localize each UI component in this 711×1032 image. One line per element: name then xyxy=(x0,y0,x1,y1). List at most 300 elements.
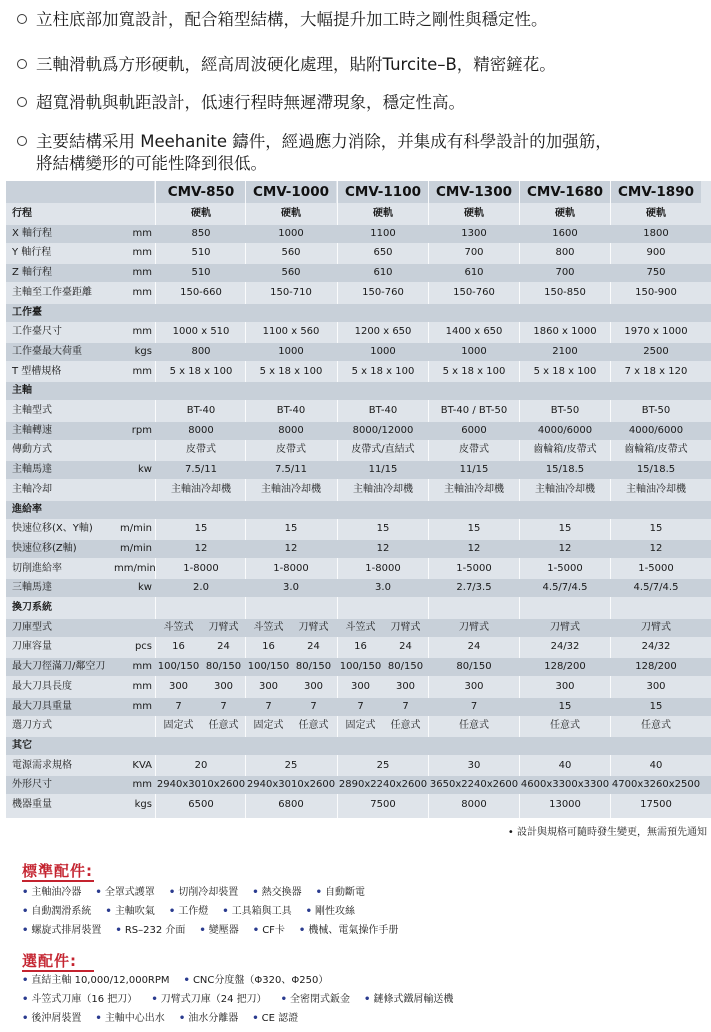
spec-cell: 硬軌 xyxy=(555,208,575,219)
spec-cell: 1-5000 xyxy=(638,562,674,574)
spec-cell: 15 xyxy=(194,523,208,535)
spec-cell: 24 xyxy=(467,641,481,653)
row-unit: mm xyxy=(132,227,152,239)
spec-row xyxy=(6,776,711,794)
spec-cell: 1000 xyxy=(278,345,304,357)
spec-cell: 15 xyxy=(649,523,663,535)
spec-cell: 7 xyxy=(310,700,317,712)
spec-row xyxy=(6,757,711,775)
feature-text: 超寬滑軌與軌距設計，低速行程時無遲滯現象，穩定性高。 xyxy=(36,93,465,112)
spec-cell: 6500 xyxy=(188,799,214,810)
spec-cell: 1-5000 xyxy=(456,562,492,574)
spec-cell: 6800 xyxy=(278,799,304,810)
spec-cell: 610 xyxy=(464,267,484,279)
spec-cell: 12 xyxy=(649,542,663,554)
spec-row xyxy=(6,481,711,499)
spec-cell: 15 xyxy=(649,700,663,712)
spec-row xyxy=(6,658,711,676)
spec-cell: 固定式 xyxy=(345,720,376,732)
accessory-item: • 工具箱與工具 xyxy=(222,906,292,917)
spec-row xyxy=(6,678,711,696)
row-label: 工作臺尺寸 xyxy=(12,326,62,338)
accessory-item: • 剛性攻絲 xyxy=(305,906,356,917)
spec-cell: 12 xyxy=(467,542,481,554)
spec-cell: 7 xyxy=(470,700,478,712)
row-unit: mm xyxy=(132,267,152,279)
row-unit: mm/min xyxy=(114,562,156,574)
disclaimer-note: • 設計與規格可隨時發生變更，無需預先通知 xyxy=(507,827,707,838)
spec-row xyxy=(6,619,711,637)
spec-row xyxy=(6,461,711,479)
spec-cell: 4700x3260x2500 xyxy=(611,779,701,791)
row-unit: kgs xyxy=(134,345,152,357)
model-header: CMV-1100 xyxy=(338,181,428,203)
spec-cell: 300 xyxy=(555,680,575,692)
row-label: 主軸至工作臺距離 xyxy=(12,286,92,298)
feature-item xyxy=(17,131,612,175)
accessory-line xyxy=(22,884,379,901)
bullet-icon: • xyxy=(105,906,112,917)
row-unit: kw xyxy=(138,582,152,594)
bullet-icon: • xyxy=(183,975,190,986)
spec-row xyxy=(6,422,711,440)
spec-cell: 150-850 xyxy=(544,286,586,298)
spec-cell: 150-660 xyxy=(180,286,222,298)
bullet-icon: • xyxy=(364,994,371,1005)
spec-cell: 1970 x 1000 xyxy=(624,326,688,338)
spec-cell: 1000 xyxy=(461,345,487,357)
accessory-item: • 主軸吹氣 xyxy=(105,906,155,917)
accessory-item: • 直結主軸 10,000/12,000RPM xyxy=(22,975,170,986)
spec-cell: 12 xyxy=(194,542,208,554)
spec-cell: 25 xyxy=(284,759,298,771)
spec-cell: 1100 x 560 xyxy=(262,326,320,338)
spec-cell: 1000 xyxy=(370,345,396,357)
spec-cell: 150-900 xyxy=(635,286,677,298)
row-label: T 型槽規格 xyxy=(12,365,62,377)
bullet-icon: • xyxy=(22,994,29,1005)
spec-cell: 刀臂式 xyxy=(298,621,329,633)
spec-cell: 300 xyxy=(258,680,279,692)
spec-row xyxy=(6,717,711,735)
accessory-item: • RS–232 介面 xyxy=(115,925,186,936)
spec-cell: 1800 xyxy=(643,227,669,239)
spec-cell: 7 xyxy=(357,700,364,712)
accessory-item: • 熱交換器 xyxy=(252,887,302,898)
spec-cell: 12 xyxy=(558,542,572,554)
accessory-item: • 主軸中心出水 xyxy=(95,1013,165,1024)
spec-cell: 13000 xyxy=(549,799,581,810)
bullet-icon xyxy=(17,59,27,69)
row-label: Z 軸行程 xyxy=(12,267,53,279)
bullet-icon: • xyxy=(22,925,29,936)
spec-cell: 主軸油冷却機 xyxy=(444,483,504,495)
spec-cell: 固定式 xyxy=(163,720,194,732)
spec-cell: 4000/6000 xyxy=(537,424,593,436)
row-unit: mm xyxy=(132,247,152,259)
spec-cell: 主軸油冷却機 xyxy=(261,483,321,495)
accessory-item: • CNC分度盤（Φ320、Φ250） xyxy=(183,975,329,986)
spec-cell: 皮帶式 xyxy=(186,444,216,456)
spec-cell: 任意式 xyxy=(641,720,671,732)
spec-cell: 900 xyxy=(646,247,666,259)
spec-cell: 4.5/7/4.5 xyxy=(542,582,588,594)
spec-cell: 5 x 18 x 100 xyxy=(442,365,506,377)
spec-cell: 齒輪箱/皮帶式 xyxy=(533,444,597,456)
spec-cell: BT-40 xyxy=(276,405,306,416)
spec-cell: 1400 x 650 xyxy=(445,326,503,338)
spec-cell: 510 xyxy=(191,247,211,259)
spec-cell: 皮帶式 xyxy=(276,444,306,456)
spec-cell: 5 x 18 x 100 xyxy=(533,365,597,377)
row-label: 工作臺最大荷重 xyxy=(12,345,82,357)
bullet-icon: • xyxy=(22,887,29,898)
spec-cell: 2890x2240x2600 xyxy=(338,779,428,791)
spec-cell: 3.0 xyxy=(375,582,391,594)
spec-cell: 3650x2240x2600 xyxy=(429,779,519,791)
spec-cell: 7 xyxy=(265,700,272,712)
spec-cell: 硬軌 xyxy=(464,208,484,219)
row-unit: pcs xyxy=(134,641,152,653)
spec-cell: 560 xyxy=(281,267,301,279)
accessory-item: • 自動斷電 xyxy=(315,887,366,898)
row-label: 主軸馬達 xyxy=(12,464,52,476)
spec-cell: 300 xyxy=(646,680,666,692)
spec-cell: 15 xyxy=(467,523,481,535)
spec-cell: 1000 x 510 xyxy=(172,326,230,338)
accessory-item: • 全密閉式鈑金 xyxy=(280,994,351,1005)
spec-cell: 7500 xyxy=(370,799,396,810)
spec-cell: 8000 xyxy=(278,424,304,436)
feature-item xyxy=(17,54,556,76)
spec-cell: 17500 xyxy=(640,799,672,810)
accessory-item: • 自動潤滑系統 xyxy=(22,906,92,917)
spec-cell: 硬軌 xyxy=(373,208,393,219)
spec-cell: 700 xyxy=(464,247,484,259)
accessory-item: • 主軸油冷器 xyxy=(22,887,82,898)
spec-cell: 2500 xyxy=(643,345,669,357)
spec-cell: 1600 xyxy=(552,227,578,239)
row-label: 其它 xyxy=(12,739,32,751)
spec-cell: 30 xyxy=(467,759,481,771)
spec-cell: 12 xyxy=(284,542,298,554)
row-label: 最大刀徑滿刀/鄰空刀 xyxy=(12,661,106,673)
bullet-icon: • xyxy=(252,887,259,898)
spec-row xyxy=(6,698,711,716)
row-unit: kgs xyxy=(134,799,152,810)
spec-cell: 8000 xyxy=(188,424,214,436)
spec-cell: 300 xyxy=(464,680,484,692)
row-unit: m/min xyxy=(120,523,152,535)
model-header: CMV-1890 xyxy=(611,181,701,203)
bullet-icon: • xyxy=(178,1013,186,1024)
spec-cell: 15 xyxy=(558,523,572,535)
spec-cell: 刀臂式 xyxy=(641,621,671,633)
row-unit: mm xyxy=(132,700,152,712)
accessory-item: • 切削冷却裝置 xyxy=(168,887,239,898)
row-label: Y 軸行程 xyxy=(12,247,52,259)
spec-cell: 560 xyxy=(281,247,301,259)
accessory-item: • 變壓器 xyxy=(199,925,239,936)
spec-row xyxy=(6,638,711,656)
bullet-icon: • xyxy=(95,887,102,898)
spec-cell: 固定式 xyxy=(253,720,284,732)
accessory-line xyxy=(22,991,467,1008)
spec-cell: 5 x 18 x 100 xyxy=(169,365,233,377)
spec-cell: 300 xyxy=(350,680,371,692)
spec-cell: 850 xyxy=(191,227,211,239)
spec-cell: BT-50 xyxy=(641,405,671,416)
spec-cell: 8000 xyxy=(461,799,487,810)
accessory-item: • CE 認證 xyxy=(252,1013,299,1024)
spec-cell: 皮帶式 xyxy=(459,444,489,456)
bullet-icon: • xyxy=(22,1013,29,1024)
standard-accessories-title: 標準配件: xyxy=(22,862,93,880)
feature-item xyxy=(17,9,548,31)
spec-cell: 15 xyxy=(284,523,298,535)
spec-cell: 150-710 xyxy=(270,286,312,298)
spec-cell: 15 xyxy=(376,523,390,535)
spec-row xyxy=(6,560,711,578)
spec-cell: BT-50 xyxy=(550,405,580,416)
spec-cell: 2940x3010x2600 xyxy=(156,779,246,791)
spec-cell: 150-760 xyxy=(362,286,404,298)
spec-cell: 6000 xyxy=(461,424,487,436)
spec-cell: 任意式 xyxy=(390,720,421,732)
spec-cell: 5 x 18 x 100 xyxy=(351,365,415,377)
spec-cell: 750 xyxy=(646,267,666,279)
spec-cell: 1300 xyxy=(461,227,487,239)
row-unit: mm xyxy=(132,661,152,673)
spec-cell: 11/15 xyxy=(459,464,489,476)
spec-cell: 800 xyxy=(555,247,575,259)
spec-cell: 硬軌 xyxy=(191,208,211,219)
row-label: 外形尺寸 xyxy=(12,779,52,791)
spec-cell: 15 xyxy=(558,700,572,712)
section-header xyxy=(6,737,711,755)
bullet-icon xyxy=(17,136,27,146)
spec-cell: 80/150 xyxy=(205,661,242,673)
spec-cell: 800 xyxy=(191,345,211,357)
spec-cell: 128/200 xyxy=(635,661,677,673)
row-label: 工作臺 xyxy=(12,306,42,318)
spec-cell: 任意式 xyxy=(459,720,489,732)
row-label: 主軸轉速 xyxy=(12,424,52,436)
spec-cell: 16 xyxy=(354,641,367,653)
row-label: 快速位移(X、Y軸) xyxy=(12,523,93,535)
spec-row xyxy=(6,264,711,282)
spec-cell: 4000/6000 xyxy=(628,424,684,436)
spec-row xyxy=(6,579,711,597)
spec-row xyxy=(6,323,711,341)
accessory-item: • 油水分離器 xyxy=(178,1013,239,1024)
model-header: CMV-1680 xyxy=(520,181,610,203)
spec-cell: 斗笠式 xyxy=(253,621,284,633)
spec-cell: 100/150 xyxy=(157,661,200,673)
spec-cell: 3.0 xyxy=(283,582,299,594)
spec-cell: 主軸油冷却機 xyxy=(626,483,686,495)
optional-accessories-title: 選配件: xyxy=(22,952,77,970)
spec-cell: 斗笠式 xyxy=(163,621,194,633)
spec-cell: 1-8000 xyxy=(365,562,401,574)
spec-cell: 2.7/3.5 xyxy=(456,582,492,594)
spec-cell: 80/150 xyxy=(295,661,332,673)
spec-cell: 齒輪箱/皮帶式 xyxy=(624,444,688,456)
row-unit: KVA xyxy=(132,759,152,771)
spec-cell: 主軸油冷却機 xyxy=(535,483,595,495)
accessory-item: • CF卡 xyxy=(252,925,285,936)
row-unit: kw xyxy=(138,464,152,476)
bullet-icon: • xyxy=(22,906,29,917)
spec-cell: 刀臂式 xyxy=(459,621,489,633)
accessory-item: • 工作燈 xyxy=(168,906,209,917)
spec-cell: 40 xyxy=(558,759,572,771)
bullet-icon: • xyxy=(115,925,122,936)
spec-cell: 7.5/11 xyxy=(185,464,217,476)
bullet-icon xyxy=(17,97,27,107)
row-label: 換刀系統 xyxy=(12,602,52,613)
row-unit: mm xyxy=(132,680,152,692)
spec-cell: 1-5000 xyxy=(547,562,583,574)
feature-text: 三軸滑軌爲方形硬軌，經高周波硬化處理，貼附Turcite–B，精密鏟花。 xyxy=(36,55,556,74)
spec-table xyxy=(6,181,711,818)
spec-cell: 1-8000 xyxy=(183,562,219,574)
bullet-icon: • xyxy=(22,975,29,986)
feature-text: 立柱底部加寬設計，配合箱型結構，大幅提升加工時之剛性與穩定性。 xyxy=(36,10,548,29)
accessory-item: • 螺旋式排屑裝置 xyxy=(22,925,102,936)
row-label: X 軸行程 xyxy=(12,227,53,239)
spec-cell: 24/32 xyxy=(550,641,580,653)
row-label: 傳動方式 xyxy=(12,444,52,456)
spec-cell: 25 xyxy=(376,759,390,771)
accessory-item: • 全罩式護罩 xyxy=(95,887,155,898)
spec-row xyxy=(6,520,711,538)
spec-row xyxy=(6,363,711,381)
spec-row xyxy=(6,796,711,814)
spec-cell: 刀臂式 xyxy=(550,621,580,633)
row-label: 三軸馬達 xyxy=(12,582,52,594)
section-header xyxy=(6,599,711,617)
spec-cell: 1860 x 1000 xyxy=(533,326,597,338)
row-label: 刀庫型式 xyxy=(12,621,52,633)
spec-cell: 任意式 xyxy=(550,720,580,732)
spec-cell: 1100 xyxy=(370,227,396,239)
spec-cell: 1-8000 xyxy=(273,562,309,574)
row-label: 刀庫容量 xyxy=(12,641,52,653)
accessory-line xyxy=(22,972,342,989)
bullet-icon: • xyxy=(252,925,260,936)
spec-row xyxy=(6,402,711,420)
spec-cell: 24 xyxy=(399,641,412,653)
section-header xyxy=(6,382,711,400)
spec-row xyxy=(6,540,711,558)
accessory-item: • 機械、電氣操作手册 xyxy=(298,925,399,936)
spec-cell: 80/150 xyxy=(456,661,492,673)
spec-cell: 15/18.5 xyxy=(636,464,676,476)
row-label: 進給率 xyxy=(12,503,42,515)
bullet-icon: • xyxy=(168,887,176,898)
model-header-blank xyxy=(6,181,154,203)
spec-cell: 610 xyxy=(373,267,393,279)
spec-cell: 4600x3300x3300 xyxy=(520,779,610,791)
bullet-icon xyxy=(17,14,27,24)
spec-cell: 300 xyxy=(213,680,234,692)
row-label: 行程 xyxy=(12,208,32,219)
accessory-line xyxy=(22,922,412,939)
spec-cell: 300 xyxy=(303,680,324,692)
spec-cell: 硬軌 xyxy=(281,208,301,219)
bullet-icon: • xyxy=(252,1013,259,1024)
row-unit: mm xyxy=(132,326,152,338)
spec-cell: 16 xyxy=(262,641,275,653)
spec-cell: BT-40 xyxy=(186,405,216,416)
section-header xyxy=(6,304,711,322)
spec-cell: 24/32 xyxy=(641,641,671,653)
title-underline xyxy=(22,880,94,882)
spec-cell: 刀臂式 xyxy=(390,621,421,633)
row-unit: rpm xyxy=(131,424,152,436)
spec-cell: 24 xyxy=(217,641,230,653)
spec-row xyxy=(6,284,711,302)
feature-text-continued: 將結構變形的可能性降到很低。 xyxy=(36,154,267,173)
row-unit: m/min xyxy=(120,542,152,554)
spec-cell: 皮帶式/直結式 xyxy=(351,444,415,456)
spec-cell: 650 xyxy=(373,247,393,259)
spec-cell: 2940x3010x2600 xyxy=(246,779,336,791)
row-label: 切削進給率 xyxy=(12,562,62,574)
spec-row xyxy=(6,225,711,243)
section-header xyxy=(6,501,711,519)
bullet-icon: • xyxy=(315,887,323,898)
spec-cell: 8000/12000 xyxy=(352,424,414,436)
bullet-icon: • xyxy=(222,906,229,917)
bullet-icon: • xyxy=(298,925,306,936)
bullet-icon: • xyxy=(280,994,288,1005)
row-label: 主軸冷却 xyxy=(12,483,52,495)
row-label: 快速位移(Z軸) xyxy=(12,542,77,554)
spec-cell: 700 xyxy=(555,267,575,279)
bullet-icon: • xyxy=(151,994,158,1005)
spec-cell: 2.0 xyxy=(193,582,209,594)
spec-cell: 100/150 xyxy=(339,661,382,673)
spec-cell: 12 xyxy=(376,542,390,554)
spec-row xyxy=(6,205,711,223)
spec-cell: 7 x 18 x 120 xyxy=(624,365,688,377)
accessory-item: • 後沖屑裝置 xyxy=(22,1013,82,1024)
row-label: 機器重量 xyxy=(12,799,52,810)
spec-cell: 1000 xyxy=(278,227,304,239)
spec-cell: 7 xyxy=(402,700,409,712)
spec-cell: 100/150 xyxy=(247,661,290,673)
bullet-icon: • xyxy=(168,906,176,917)
spec-cell: 24 xyxy=(307,641,320,653)
spec-cell: 主軸油冷却機 xyxy=(353,483,413,495)
accessory-line xyxy=(22,1010,312,1027)
accessory-item: • 斗笠式刀庫（16 把刀） xyxy=(22,994,138,1005)
row-label: 最大刀具重量 xyxy=(12,700,72,712)
bullet-icon: • xyxy=(305,906,313,917)
spec-cell: 80/150 xyxy=(387,661,424,673)
spec-cell: 150-760 xyxy=(453,286,495,298)
spec-cell: 300 xyxy=(168,680,189,692)
spec-cell: 128/200 xyxy=(544,661,586,673)
spec-cell: 7 xyxy=(220,700,227,712)
row-label: 主軸 xyxy=(12,385,32,397)
spec-row xyxy=(6,244,711,262)
row-label: 最大刀具長度 xyxy=(12,680,72,692)
spec-cell: 11/15 xyxy=(368,464,398,476)
row-label: 主軸型式 xyxy=(12,405,52,416)
